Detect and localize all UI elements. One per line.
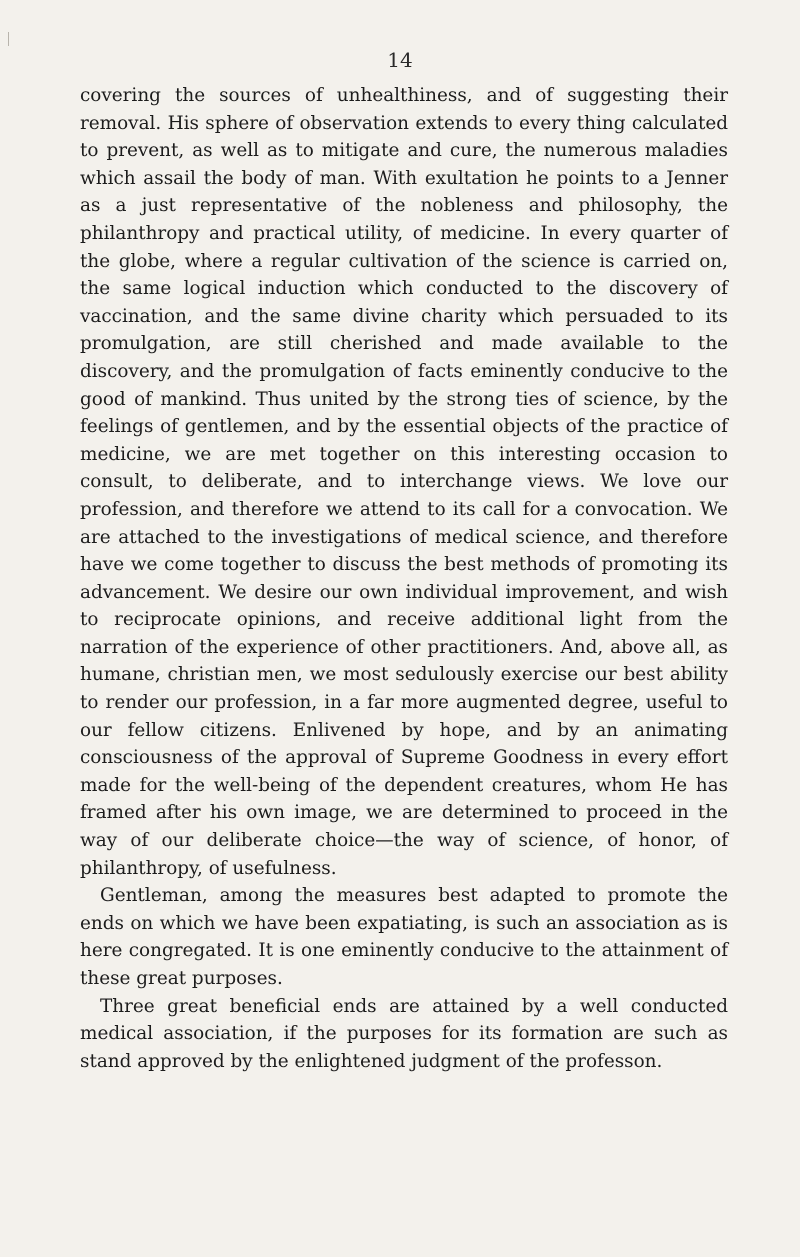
- paragraph-association: Gentleman, among the measures best adapted to promote the ends on which we have been expatiating, is such an association as is here congregated. It is one eminently conducive to the attainment of these great purposes.: [80, 885, 728, 989]
- page-number: 14: [387, 48, 413, 72]
- body-text: [80, 82, 728, 1075]
- paragraph-beneficial-ends: Three great beneficial ends are attained by a well conducted medical association, if the purposes for its formation are such as stand approved by the enlightened judgment of the professon.: [80, 995, 728, 1072]
- paragraph-continuation: covering the sources of unhealthiness, and of suggesting their removal. His sphere of observation extends to every thing calculated to prevent, as well as to mitigate and cure, the numerous maladies which assail the body of man. With exultation he points to a Jenner as a just representative of the nobleness and philosophy, the philanthropy and practical utility, of medicine. In every quarter of the globe, where a regular cultivation of the science is carried on, the same logical induction which conducted to the discovery of vaccination, and the same divine charity which persuaded to its promulgation, are still cherished and made available to the discovery, and the promulgation of facts eminently conducive to the good of mankind. Thus united by the strong ties of science, by the feelings of gentlemen, and by the essential objects of the practice of medicine, we are met together on this interesting occasion to consult, to deliberate, and to interchange views. We love our profession, and therefore we attend to its call for a convocation. We are attached to the investigations of medical science, and therefore have we come together to discuss the best methods of promoting its advancement. We desire our own individual improvement, and wish to reciprocate opinions, and receive additional light from the narration of the experience of other practitioners. And, above all, as humane, christian men, we most sedulously exercise our best ability to render our profession, in a far more augmented degree, useful to our fellow citizens. Enlivened by hope, and by an animating consciousness of the approval of Supreme Goodness in every effort made for the well-being of the dependent creatures, whom He has framed after his own image, we are determined to proceed in the way of our deliberate choice—the way of science, of honor, of philanthropy, of usefulness.: [80, 85, 728, 879]
- scan-artifact: [8, 32, 9, 46]
